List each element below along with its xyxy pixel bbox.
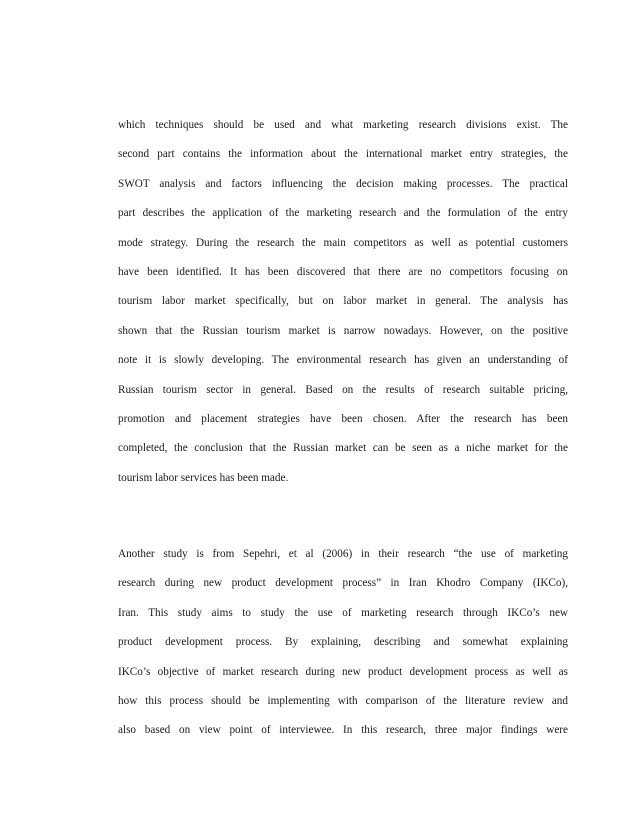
text-line: part describes the application of the marketing research and the formulation of the entry [118,207,568,220]
paragraph-summary [118,118,568,500]
text-line: which techniques should be used and what marketing research divisions exist. The [118,119,568,131]
text-line: tourism labor services has been made. [118,471,289,484]
text-line: Another study is from Sepehri, et al (2006) in their research “the use of marketing [118,548,568,560]
text-line: Russian tourism sector in general. Based on the results of research suitable pricing, [118,383,568,396]
text-line: mode strategy. During the research the main competitors as well as potential customers [118,236,568,249]
text-line: SWOT analysis and factors influencing the decision making processes. The practical [118,177,568,190]
text-line: have been identified. It has been discovered that there are no competitors focusing on [118,265,568,278]
text-line: promotion and placement strategies have been chosen. After the research has been [118,412,568,425]
text-line: note it is slowly developing. The environmental research has given an understanding of [118,354,568,367]
text-line: research during new product development process” in Iran Khodro Company (IKCo), [118,577,568,590]
paragraph-another-study [118,547,568,753]
text-line: product development process. By explaining, describing and somewhat explaining [118,636,568,649]
text-line: how this process should be implementing with comparison of the literature review and [118,694,568,707]
text-line: IKCo’s objective of market research during new product development process as well as [118,665,568,678]
text-line: tourism labor market specifically, but on labor market in general. The analysis has [118,295,568,308]
text-line: completed, the conclusion that the Russian market can be seen as a niche market for the [118,442,568,455]
text-line: shown that the Russian tourism market is narrow nowadays. However, on the positive [118,324,568,337]
text-line: second part contains the information about the international market entry strategies, the [118,148,568,161]
text-line: Iran. This study aims to study the use of marketing research through IKCo’s new [118,606,568,619]
text-line: also based on view point of interviewee. In this research, three major findings were [118,724,568,737]
